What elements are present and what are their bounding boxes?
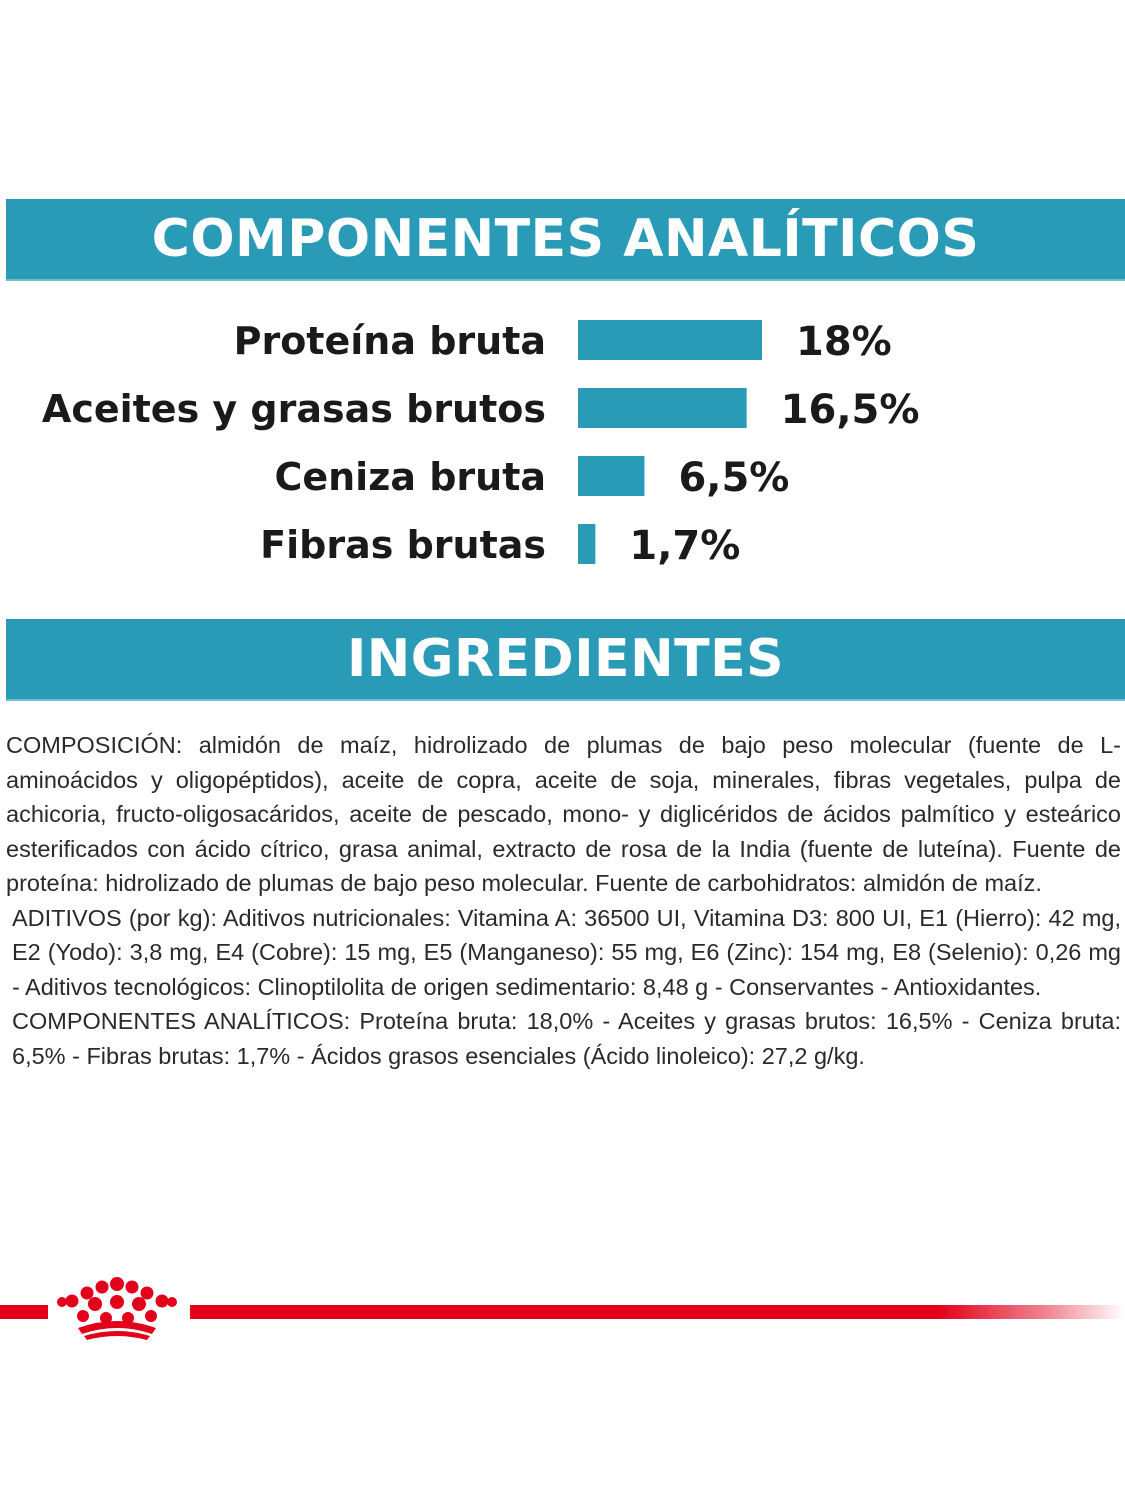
value-label: 1,7% [629, 523, 741, 569]
category-label: Ceniza bruta [274, 455, 546, 499]
category-label: Proteína bruta [233, 319, 546, 363]
analytic-bar-chart [0, 300, 1125, 590]
category-label: Fibras brutas [260, 523, 546, 567]
ingredients-text [6, 728, 1121, 1073]
value-label: 18% [796, 319, 892, 365]
additives-paragraph: ADITIVOS (por kg): Aditivos nutricionales: Vitamina A: 36500 UI, Vitamina D3: 800 UI, E1 (Hierro): 42 mg, E2 (Yodo): 3,8 mg, E4 (Cobre): 15 mg, E5 (Manganeso): 55 mg, E6 (Zinc): 154 mg, E8 (Selenio): 0,26 mg - Aditivos tecnológicos: Clinoptilolita de origen sedimentario: 8,48 g - Conservantes - Antioxidantes. [12, 904, 1121, 1000]
bar [578, 388, 747, 428]
crown-icon [50, 1276, 185, 1346]
components-banner [6, 199, 1125, 281]
analytic-components-paragraph: COMPONENTES ANALÍTICOS: Proteína bruta: 18,0% - Aceites y grasas brutos: 16,5% - Ceniza bruta: 6,5% - Fibras brutas: 1,7% - Ácidos grasos esenciales (Ácido linoleico): 27,2 g/kg. [12, 1008, 1121, 1069]
value-label: 6,5% [678, 455, 790, 501]
components-title: COMPONENTES ANALÍTICOS [151, 209, 980, 269]
bar [578, 524, 595, 564]
composition-paragraph: COMPOSICIÓN: almidón de maíz, hidrolizado de plumas de bajo peso molecular (fuente de L-aminoácidos y oligopéptidos), aceite de copra, aceite de soja, minerales, fibras vegetales, pulpa de achicoria, fructo-oligosacáridos, aceite de pescado, mono- y diglicéridos de ácidos palmítico y esteárico esterificados con ácido cítrico, grasa animal, extracto de rosa de la India (fuente de luteína). Fuente de proteína: hidrolizado de plumas de bajo peso molecular. Fuente de carbohidratos: almidón de maíz. [6, 732, 1121, 896]
category-label: Aceites y grasas brutos [41, 387, 546, 431]
ingredients-title: INGREDIENTES [346, 629, 785, 689]
bar [578, 320, 762, 360]
value-label: 16,5% [780, 387, 920, 433]
bar [578, 456, 644, 496]
ingredients-banner [6, 619, 1125, 701]
